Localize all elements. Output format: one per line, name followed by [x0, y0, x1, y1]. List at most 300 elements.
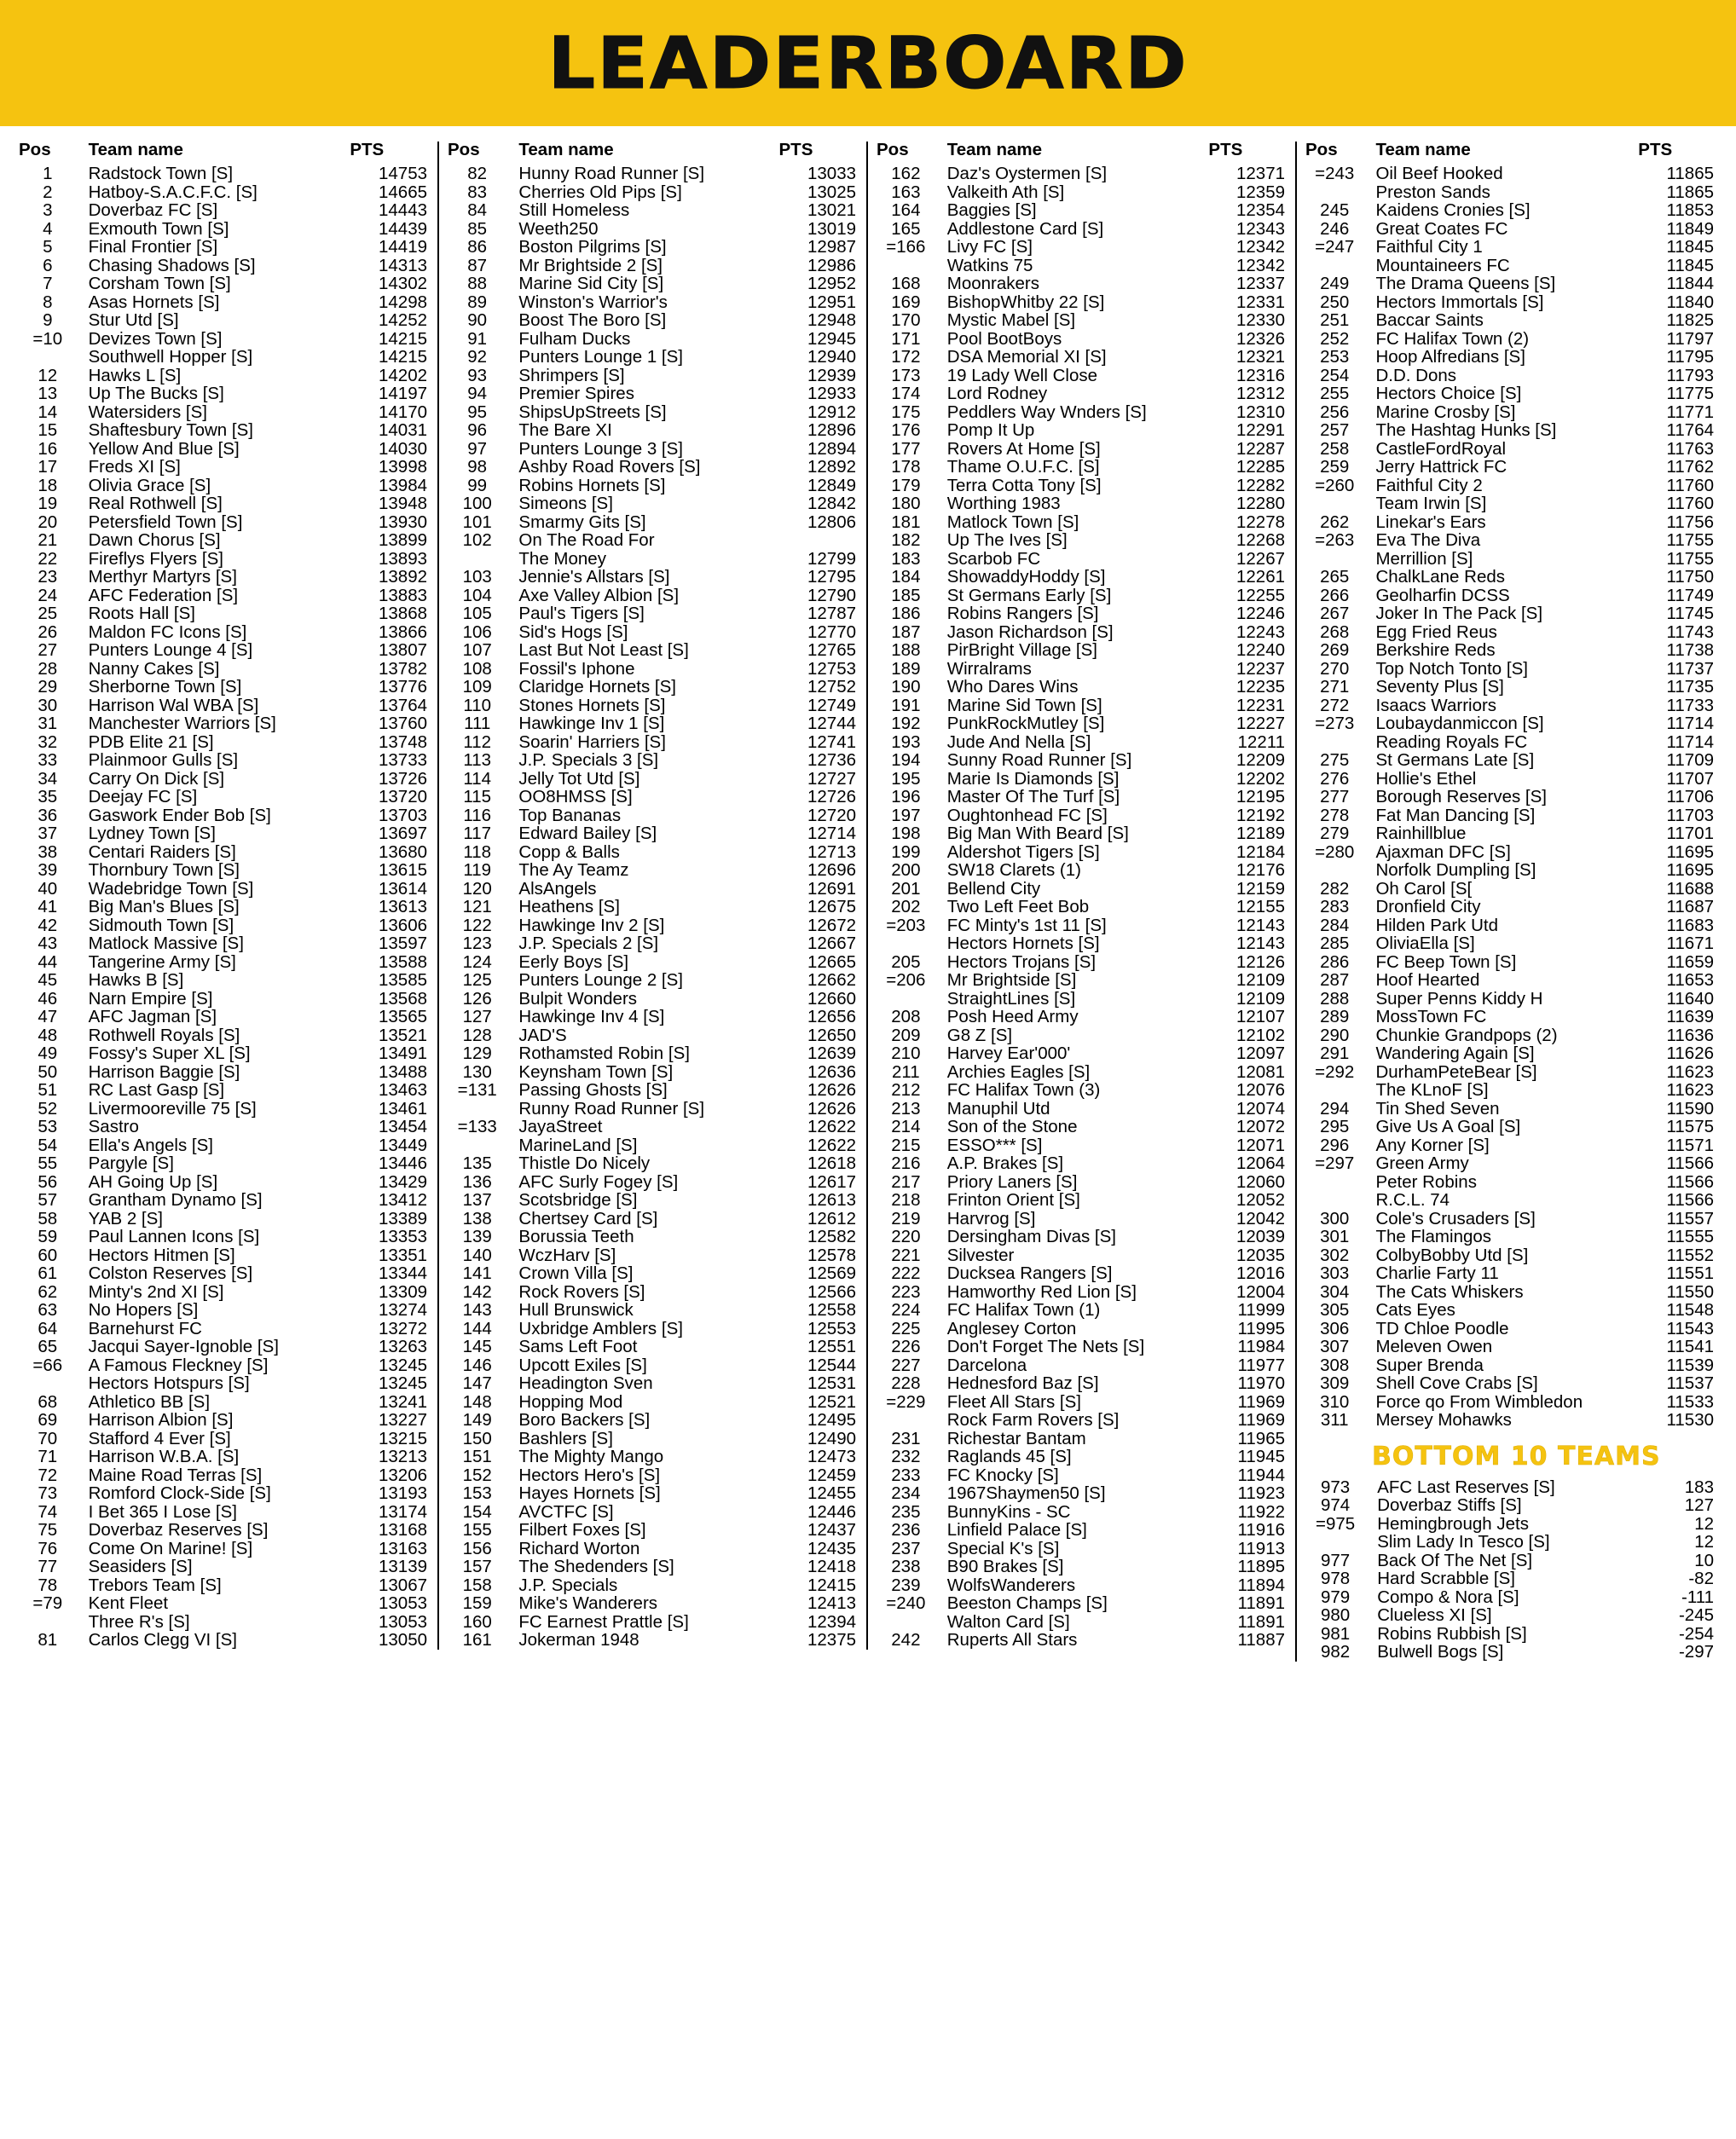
row-team-name: Robins Hornets [S]	[518, 475, 666, 495]
table-row	[19, 1448, 431, 1467]
row-team-name: Marie Is Diamonds [S]	[946, 768, 1120, 789]
row-team-name: StraightLines [S]	[946, 988, 1076, 1009]
row-team-name: ESSO*** [S]	[946, 1135, 1043, 1155]
row-points: 11623	[1666, 1061, 1714, 1082]
row-team-name: Hayes Hornets [S]	[518, 1483, 661, 1503]
row-points: 11701	[1666, 824, 1714, 843]
row-points: 12736	[807, 750, 856, 770]
header-pts: PTS	[1208, 140, 1243, 159]
table-row	[1305, 1045, 1717, 1064]
row-position: =206	[886, 970, 926, 990]
row-team-name: Priory Laners [S]	[946, 1171, 1078, 1192]
table-body-4	[1305, 165, 1717, 1431]
row-points: 11733	[1666, 695, 1714, 715]
row-team-name: Jason Richardson [S]	[946, 621, 1114, 642]
row-team-name: Joker In The Pack [S]	[1375, 604, 1543, 623]
row-position: 156	[462, 1538, 492, 1558]
row-points: 11763	[1666, 438, 1714, 459]
table-row	[877, 1412, 1288, 1431]
row-position: 21	[38, 530, 58, 550]
row-team-name: Deejay FC [S]	[88, 787, 198, 806]
row-team-name: Kent Fleet	[88, 1593, 169, 1613]
table-row	[448, 1210, 859, 1228]
row-points: 13782	[378, 658, 427, 679]
row-points: 12202	[1235, 768, 1285, 789]
row-team-name: Crown Villa [S]	[518, 1263, 634, 1283]
row-points: 13446	[378, 1153, 427, 1173]
row-points: -82	[1688, 1569, 1714, 1588]
table-row	[1305, 1136, 1717, 1155]
row-position: 147	[462, 1373, 492, 1393]
row-points: 12016	[1235, 1263, 1285, 1283]
table-row	[19, 679, 431, 697]
row-position: 13	[38, 384, 58, 403]
row-position: 39	[38, 860, 58, 880]
table-row	[448, 733, 859, 752]
row-points: 13241	[378, 1391, 427, 1412]
row-points: 11760	[1666, 475, 1714, 495]
row-team-name: Rock Rovers [S]	[518, 1281, 645, 1302]
table-row	[19, 330, 431, 349]
table-row	[877, 1045, 1288, 1064]
table-row	[448, 1228, 859, 1247]
table-row	[1305, 183, 1717, 202]
row-team-name: Lord Rodney	[946, 384, 1048, 403]
row-position	[19, 1613, 82, 1632]
row-team-name: AlsAngels	[518, 878, 597, 899]
row-position: 107	[462, 640, 492, 660]
row-team-name: Paul Lannen Icons [S]	[88, 1227, 260, 1246]
row-team-name: Colston Reserves [S]	[88, 1263, 253, 1283]
row-points: 12418	[807, 1557, 856, 1576]
row-points: 11895	[1237, 1557, 1285, 1576]
row-team-name: Force qo From Wimbledon	[1375, 1391, 1583, 1412]
row-points: 11853	[1666, 200, 1714, 220]
row-position: 279	[1320, 824, 1350, 843]
row-team-name: Fossil's Iphone	[518, 658, 635, 679]
table-row	[877, 605, 1288, 624]
row-position: 37	[38, 824, 58, 843]
table-row	[448, 1045, 859, 1064]
row-team-name: Up The Bucks [S]	[88, 384, 224, 403]
row-position: 47	[38, 1007, 58, 1026]
row-points: 11551	[1666, 1263, 1714, 1283]
row-position: 98	[467, 457, 488, 477]
table-row	[448, 257, 859, 275]
row-position: 245	[1320, 200, 1350, 220]
table-row	[448, 1136, 859, 1155]
row-position: 140	[462, 1245, 492, 1265]
row-points: 11575	[1666, 1117, 1714, 1136]
table-row	[19, 1522, 431, 1541]
table-row	[448, 1063, 859, 1082]
row-position: 6	[43, 255, 53, 275]
table-row	[877, 972, 1288, 991]
row-position: 278	[1320, 805, 1350, 825]
row-team-name: Big Man's Blues [S]	[88, 897, 240, 916]
row-position: 211	[892, 1061, 920, 1082]
row-team-name: FC Knocky [S]	[946, 1465, 1059, 1485]
table-row	[877, 312, 1288, 331]
row-points: 12413	[807, 1593, 856, 1613]
table-row	[1305, 1302, 1717, 1321]
table-row	[19, 623, 431, 642]
row-points: 11703	[1666, 805, 1714, 825]
row-team-name: Hunny Road Runner [S]	[518, 164, 705, 183]
table-row	[448, 1082, 859, 1101]
row-points: 12267	[1235, 548, 1285, 569]
leaderboard-columns	[0, 126, 1736, 1670]
table-row	[19, 1320, 431, 1338]
row-points: 11775	[1666, 384, 1714, 403]
table-row	[448, 899, 859, 917]
row-team-name: Frinton Orient [S]	[946, 1190, 1080, 1210]
row-points: 12291	[1235, 420, 1285, 440]
row-position: 139	[462, 1227, 492, 1246]
row-team-name: Athletico BB [S]	[88, 1391, 211, 1412]
row-team-name: Three R's [S]	[88, 1611, 190, 1632]
row-position: 181	[891, 512, 921, 532]
table-row	[877, 1119, 1288, 1137]
row-position: 224	[891, 1300, 921, 1320]
row-team-name: Corsham Town [S]	[88, 274, 231, 293]
row-points: 127	[1684, 1495, 1714, 1515]
table-row	[19, 1063, 431, 1082]
table-row	[19, 697, 431, 715]
table-row	[448, 330, 859, 349]
row-points: 12331	[1235, 292, 1285, 312]
row-position: 95	[467, 402, 488, 422]
row-points: 13245	[378, 1373, 427, 1393]
leaderboard-table-2	[448, 142, 859, 1650]
row-position	[1305, 495, 1369, 514]
row-position: 104	[462, 585, 492, 605]
row-team-name: Hectors Immortals [S]	[1375, 292, 1544, 312]
row-position: 105	[462, 604, 492, 623]
row-team-name: Jerry Hattrick FC	[1375, 457, 1507, 477]
row-points: 11970	[1237, 1373, 1285, 1393]
row-team-name: Hectors Hotspurs [S]	[88, 1373, 250, 1393]
row-position	[877, 990, 940, 1009]
row-points: 14030	[378, 438, 427, 459]
row-position: 151	[462, 1447, 492, 1466]
row-points: 12636	[807, 1061, 856, 1082]
row-position: 3	[43, 200, 53, 220]
table-row	[19, 1430, 431, 1448]
row-position: 979	[1320, 1587, 1351, 1607]
table-row	[448, 843, 859, 862]
row-team-name: Give Us A Goal [S]	[1375, 1117, 1521, 1136]
table-row	[1305, 733, 1717, 752]
table-row	[19, 1613, 431, 1632]
row-points: 11543	[1666, 1318, 1714, 1338]
table-row	[448, 587, 859, 605]
row-team-name: Carlos Clegg VI [S]	[88, 1630, 237, 1650]
table-row	[1305, 1192, 1717, 1211]
row-team-name: OliviaElla [S]	[1375, 934, 1475, 953]
row-position: 102	[462, 530, 492, 550]
row-position: 190	[891, 677, 921, 697]
row-points: 12211	[1237, 731, 1285, 752]
row-team-name: Hectors Hitmen [S]	[88, 1245, 235, 1265]
row-position: 31	[38, 714, 58, 733]
row-team-name: Shell Cove Crabs [S]	[1375, 1373, 1538, 1393]
table-row	[1305, 532, 1717, 551]
row-points: 12195	[1235, 787, 1285, 806]
table-row	[19, 1503, 431, 1522]
row-points: 12578	[807, 1245, 856, 1265]
table-row	[1305, 1338, 1717, 1357]
row-points: 11714	[1666, 714, 1714, 733]
table-row	[19, 789, 431, 807]
row-position	[877, 1613, 940, 1632]
table-row	[448, 312, 859, 331]
row-team-name: Petersfield Town [S]	[88, 512, 243, 532]
table-row	[19, 1466, 431, 1485]
table-row	[448, 953, 859, 972]
table-row	[448, 440, 859, 459]
row-position: 94	[467, 384, 488, 403]
leaderboard-table-3	[877, 142, 1288, 1650]
row-points: 11571	[1666, 1135, 1714, 1155]
row-position: 42	[38, 915, 58, 935]
row-team-name: Top Bananas	[518, 805, 622, 825]
row-position: 283	[1320, 897, 1350, 916]
row-position: 18	[38, 475, 58, 495]
row-position: 41	[38, 897, 58, 916]
table-row	[1305, 1155, 1717, 1174]
table-row	[448, 1632, 859, 1650]
row-team-name: Big Man With Beard [S]	[946, 824, 1129, 843]
row-team-name: AFC Federation [S]	[88, 585, 239, 605]
row-position: 164	[891, 200, 921, 220]
row-position: 974	[1320, 1495, 1351, 1515]
row-points: 11687	[1666, 897, 1714, 916]
header-pos: Pos	[19, 140, 51, 159]
row-team-name: Punters Lounge 3 [S]	[518, 438, 683, 459]
row-points: 14031	[378, 420, 427, 440]
row-team-name: Hatboy-S.A.C.F.C. [S]	[88, 182, 258, 202]
row-team-name: Rovers At Home [S]	[946, 438, 1101, 459]
row-team-name: Borough Reserves [S]	[1375, 787, 1547, 806]
row-team-name: Sherborne Town [S]	[88, 677, 242, 697]
row-points: 12765	[807, 640, 856, 660]
row-points: 12741	[807, 731, 856, 752]
row-position: 142	[462, 1281, 492, 1302]
table-row	[19, 1136, 431, 1155]
row-position	[448, 1136, 512, 1155]
table-row	[877, 1155, 1288, 1174]
row-team-name: Kaidens Cronies [S]	[1375, 200, 1531, 220]
row-position	[1305, 1534, 1370, 1552]
row-team-name: Isaacs Warriors	[1375, 695, 1497, 715]
row-position	[19, 1375, 82, 1394]
table-row	[1305, 697, 1717, 715]
row-position: 50	[38, 1061, 58, 1082]
row-points: 12109	[1235, 970, 1285, 990]
table-row	[19, 385, 431, 404]
row-team-name: Olivia Grace [S]	[88, 475, 211, 495]
row-points: 12558	[807, 1300, 856, 1320]
row-team-name: Still Homeless	[518, 200, 630, 220]
table-row	[448, 183, 859, 202]
row-points: 13206	[378, 1465, 427, 1485]
row-points	[779, 532, 860, 551]
row-team-name: AFC Jagman [S]	[88, 1007, 217, 1026]
row-points: 12227	[1235, 714, 1285, 733]
table-row	[877, 1082, 1288, 1101]
table-row	[877, 422, 1288, 441]
row-team-name: Super Brenda	[1375, 1355, 1484, 1375]
table-row	[877, 587, 1288, 605]
row-position: 216	[891, 1153, 921, 1173]
row-position: 301	[1320, 1227, 1350, 1246]
row-team-name: PirBright Village [S]	[946, 640, 1097, 660]
row-points: 14665	[378, 182, 427, 202]
row-position: 259	[1320, 457, 1350, 477]
table-row	[877, 1375, 1288, 1394]
row-position: 310	[1320, 1391, 1350, 1412]
table-row	[1305, 1356, 1717, 1375]
row-position: 253	[1320, 347, 1350, 367]
table-row	[19, 715, 431, 734]
row-points: 14202	[378, 365, 427, 385]
row-position: 265	[1320, 567, 1350, 587]
row-position: 192	[891, 714, 921, 733]
row-position: =260	[1315, 475, 1355, 495]
header-team: Team name	[518, 140, 614, 159]
table-row	[877, 733, 1288, 752]
row-points: 11922	[1237, 1501, 1285, 1522]
row-position: 186	[891, 604, 921, 623]
row-team-name: The Bare XI	[518, 420, 612, 440]
row-team-name: Compo & Nora [S]	[1377, 1587, 1519, 1607]
table-row	[448, 770, 859, 789]
row-points: 14215	[378, 347, 427, 367]
row-points: 13353	[378, 1227, 427, 1246]
row-team-name: The Hashtag Hunks [S]	[1375, 420, 1557, 440]
row-team-name: Hectors Hornets [S]	[946, 934, 1100, 953]
table-row	[19, 752, 431, 771]
row-position: 126	[462, 988, 492, 1009]
row-team-name: PunkRockMutley [S]	[946, 714, 1105, 733]
row-points: 13033	[807, 164, 856, 183]
row-team-name: WolfsWanderers	[946, 1575, 1076, 1595]
row-points: 13245	[378, 1355, 427, 1375]
table-row	[1305, 1607, 1717, 1626]
row-team-name: Meleven Owen	[1375, 1337, 1493, 1356]
row-position: 154	[462, 1501, 492, 1522]
row-team-name: Tangerine Army [S]	[88, 951, 236, 972]
table-row	[448, 477, 859, 495]
table-row	[19, 367, 431, 385]
row-team-name: Jokerman 1948	[518, 1630, 639, 1650]
row-team-name: The Drama Queens [S]	[1375, 274, 1556, 293]
row-points: 12566	[807, 1281, 856, 1302]
table-row	[1305, 422, 1717, 441]
table-row	[1305, 513, 1717, 532]
row-team-name: Chunkie Grandpops (2)	[1375, 1025, 1558, 1045]
table-row	[877, 1063, 1288, 1082]
row-team-name: Passing Ghosts [S]	[518, 1080, 668, 1100]
row-team-name: CastleFordRoyal	[1375, 438, 1507, 459]
row-team-name: Jude And Nella [S]	[946, 731, 1091, 752]
row-team-name: ShipsUpStreets [S]	[518, 402, 667, 422]
row-team-name: Up The Ives [S]	[946, 530, 1068, 550]
table-row	[448, 1283, 859, 1302]
row-position: 82	[467, 164, 488, 183]
row-position: 980	[1320, 1605, 1351, 1625]
row-team-name: Fat Man Dancing [S]	[1375, 805, 1536, 825]
row-team-name: Green Army	[1375, 1153, 1469, 1173]
row-position: 20	[38, 512, 58, 532]
row-team-name: G8 Z [S]	[946, 1025, 1013, 1045]
row-points: 12626	[807, 1098, 856, 1119]
table-row	[19, 532, 431, 551]
row-points: 11849	[1666, 218, 1714, 239]
row-position: 91	[467, 328, 488, 349]
row-team-name: Seventy Plus [S]	[1375, 677, 1504, 697]
row-team-name: Dersingham Divas [S]	[946, 1227, 1116, 1246]
row-team-name: Eerly Boys [S]	[518, 951, 629, 972]
row-team-name: Reading Royals FC	[1375, 731, 1528, 752]
row-team-name: Exmouth Town [S]	[88, 218, 229, 239]
row-position: 282	[1320, 878, 1350, 899]
row-team-name: Weeth250	[518, 218, 599, 239]
row-position: 200	[891, 860, 921, 880]
row-points: 13521	[378, 1025, 427, 1045]
row-team-name: Faithful City 1	[1375, 237, 1483, 257]
row-position: 160	[462, 1611, 492, 1632]
table-row	[1305, 1552, 1717, 1570]
row-points: -254	[1678, 1623, 1714, 1644]
table-row	[877, 789, 1288, 807]
row-points: 12155	[1235, 897, 1285, 916]
table-row	[877, 1558, 1288, 1577]
row-team-name: Terra Cotta Tony [S]	[946, 475, 1102, 495]
row-points: 11764	[1666, 420, 1714, 440]
table-row	[448, 1155, 859, 1174]
row-position: 272	[1320, 695, 1350, 715]
row-points: 11762	[1666, 457, 1714, 477]
row-points: 13680	[378, 841, 427, 862]
row-points: 11695	[1666, 841, 1714, 862]
row-team-name: Mike's Wanderers	[518, 1593, 658, 1613]
row-points: 12806	[807, 512, 856, 532]
row-position: 222	[891, 1263, 921, 1283]
row-position: 34	[38, 768, 58, 789]
row-points: 13050	[378, 1630, 427, 1650]
bottom-10-table	[1305, 1478, 1717, 1662]
table-row	[1305, 990, 1717, 1009]
row-points: 11793	[1666, 365, 1714, 385]
row-points: 12375	[807, 1630, 856, 1650]
row-team-name: Hard Scrabble [S]	[1377, 1569, 1515, 1588]
table-row	[448, 513, 859, 532]
row-position: 23	[38, 567, 58, 587]
table-row	[1305, 770, 1717, 789]
row-points: 12749	[807, 695, 856, 715]
table-row	[1305, 1644, 1717, 1662]
row-points: 12081	[1235, 1061, 1285, 1082]
row-points: 11749	[1666, 585, 1714, 605]
row-position: 277	[1320, 787, 1350, 806]
row-position: 287	[1320, 970, 1350, 990]
row-position: 226	[891, 1337, 921, 1356]
row-team-name: Team Irwin [S]	[1375, 494, 1487, 513]
row-points: 12	[1694, 1513, 1714, 1534]
row-team-name: St Germans Early [S]	[946, 585, 1112, 605]
